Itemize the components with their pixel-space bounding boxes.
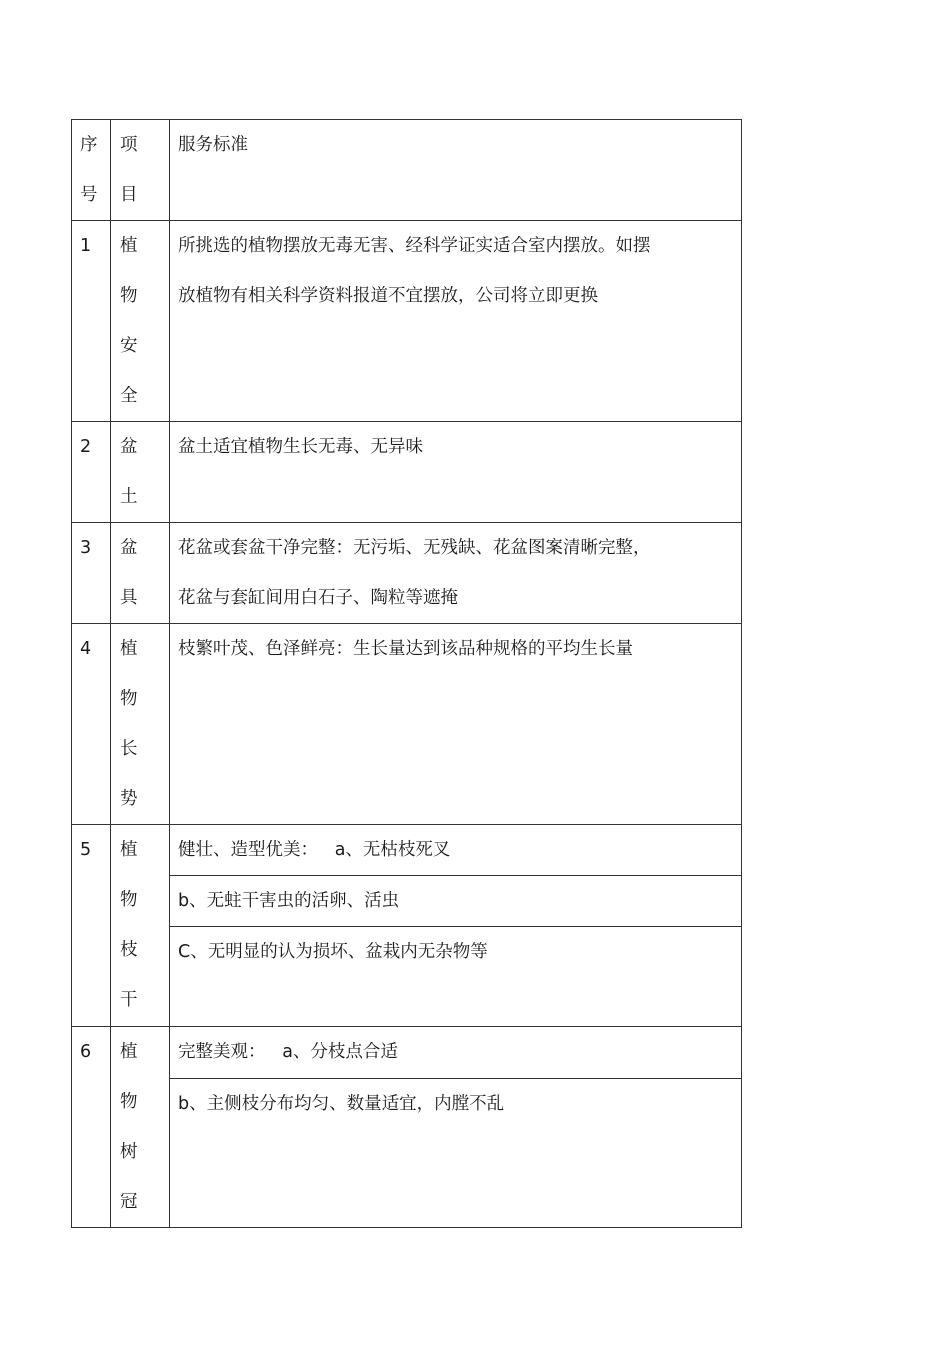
header-no-char: 序 xyxy=(80,135,98,155)
header-item-cell xyxy=(111,120,170,221)
row-item-char: 全 xyxy=(120,386,138,406)
row-no-cell xyxy=(72,624,111,825)
standard-line: 花盆或套盆干净完整：无污垢、无残缺、花盆图案清晰完整， xyxy=(178,538,651,558)
row-no: 5 xyxy=(80,840,92,860)
row-item-char: 植 xyxy=(120,840,138,860)
table-row xyxy=(72,523,742,624)
table-subrow xyxy=(72,927,742,1027)
header-item-char: 项 xyxy=(120,135,138,155)
table-row xyxy=(72,221,742,422)
standard-line: 花盆与套缸间用白石子、陶粒等遮掩 xyxy=(178,588,458,608)
header-standard-cell xyxy=(170,120,742,221)
row-standard-cell xyxy=(170,221,742,422)
row-standard-subcell xyxy=(170,1078,742,1228)
table-row xyxy=(72,1027,742,1079)
row-item-char: 植 xyxy=(120,639,138,659)
row-item-char: 安 xyxy=(120,336,138,356)
table-row xyxy=(72,624,742,825)
row-no: 3 xyxy=(80,538,92,558)
row-standard-subcell xyxy=(170,1027,742,1079)
row-item-char: 长 xyxy=(120,739,138,759)
row-item-char: 冠 xyxy=(120,1192,138,1212)
row-item-char: 物 xyxy=(120,689,138,709)
header-item-char: 目 xyxy=(120,185,138,205)
row-item-char: 枝 xyxy=(120,940,138,960)
row-item-cell xyxy=(111,825,170,1027)
table-subrow xyxy=(72,876,742,927)
row-standard-subcell xyxy=(170,927,742,1027)
standard-line: b、无蛀干害虫的活卵、活虫 xyxy=(178,891,400,911)
row-standard-cell xyxy=(170,624,742,825)
row-standard-subcell xyxy=(170,876,742,927)
row-item-char: 树 xyxy=(120,1142,138,1162)
row-item-char: 土 xyxy=(120,487,138,507)
row-no: 6 xyxy=(80,1042,92,1062)
row-no-cell xyxy=(72,422,111,523)
row-item-char: 盆 xyxy=(120,437,138,457)
row-item-char: 物 xyxy=(120,1092,138,1112)
standard-line: 完整美观： a、分枝点合适 xyxy=(178,1042,398,1062)
standard-line: b、主侧枝分布均匀、数量适宜，内膛不乱 xyxy=(178,1093,505,1114)
row-item-cell xyxy=(111,422,170,523)
header-no-char: 号 xyxy=(80,185,98,205)
standard-line: 健壮、造型优美： a、无枯枝死叉 xyxy=(178,840,451,860)
header-no-cell xyxy=(72,120,111,221)
table-row xyxy=(72,825,742,876)
standard-line: 枝繁叶茂、色泽鲜亮：生长量达到该品种规格的平均生长量 xyxy=(178,639,633,659)
row-item-cell xyxy=(111,1027,170,1228)
table-row xyxy=(72,422,742,523)
table-subrow xyxy=(72,1078,742,1228)
row-item-char: 盆 xyxy=(120,538,138,558)
standard-line: C、无明显的认为损坏、盆栽内无杂物等 xyxy=(178,942,488,962)
row-item-char: 干 xyxy=(120,990,138,1010)
row-item-char: 势 xyxy=(120,789,138,809)
table-header-row xyxy=(72,120,742,221)
row-no: 4 xyxy=(80,639,92,659)
row-item-char: 具 xyxy=(120,588,138,608)
row-standard-subcell xyxy=(170,825,742,876)
row-item-cell xyxy=(111,523,170,624)
row-no-cell xyxy=(72,825,111,1027)
service-standard-table xyxy=(71,119,742,1228)
row-item-cell xyxy=(111,221,170,422)
row-standard-cell xyxy=(170,422,742,523)
row-item-cell xyxy=(111,624,170,825)
row-no-cell xyxy=(72,523,111,624)
row-no: 1 xyxy=(80,236,92,256)
row-item-char: 植 xyxy=(120,1042,138,1062)
standard-line: 所挑选的植物摆放无毒无害、经科学证实适合室内摆放。如摆 xyxy=(178,236,651,256)
row-item-char: 物 xyxy=(120,286,138,306)
row-no-cell xyxy=(72,221,111,422)
row-item-char: 植 xyxy=(120,236,138,256)
row-no-cell xyxy=(72,1027,111,1228)
standard-line: 盆土适宜植物生长无毒、无异味 xyxy=(178,437,423,457)
row-standard-cell xyxy=(170,523,742,624)
row-item-char: 物 xyxy=(120,890,138,910)
header-standard-label: 服务标准 xyxy=(178,135,248,155)
row-no: 2 xyxy=(80,437,92,457)
standard-line: 放植物有相关科学资料报道不宜摆放，公司将立即更换 xyxy=(178,286,598,306)
